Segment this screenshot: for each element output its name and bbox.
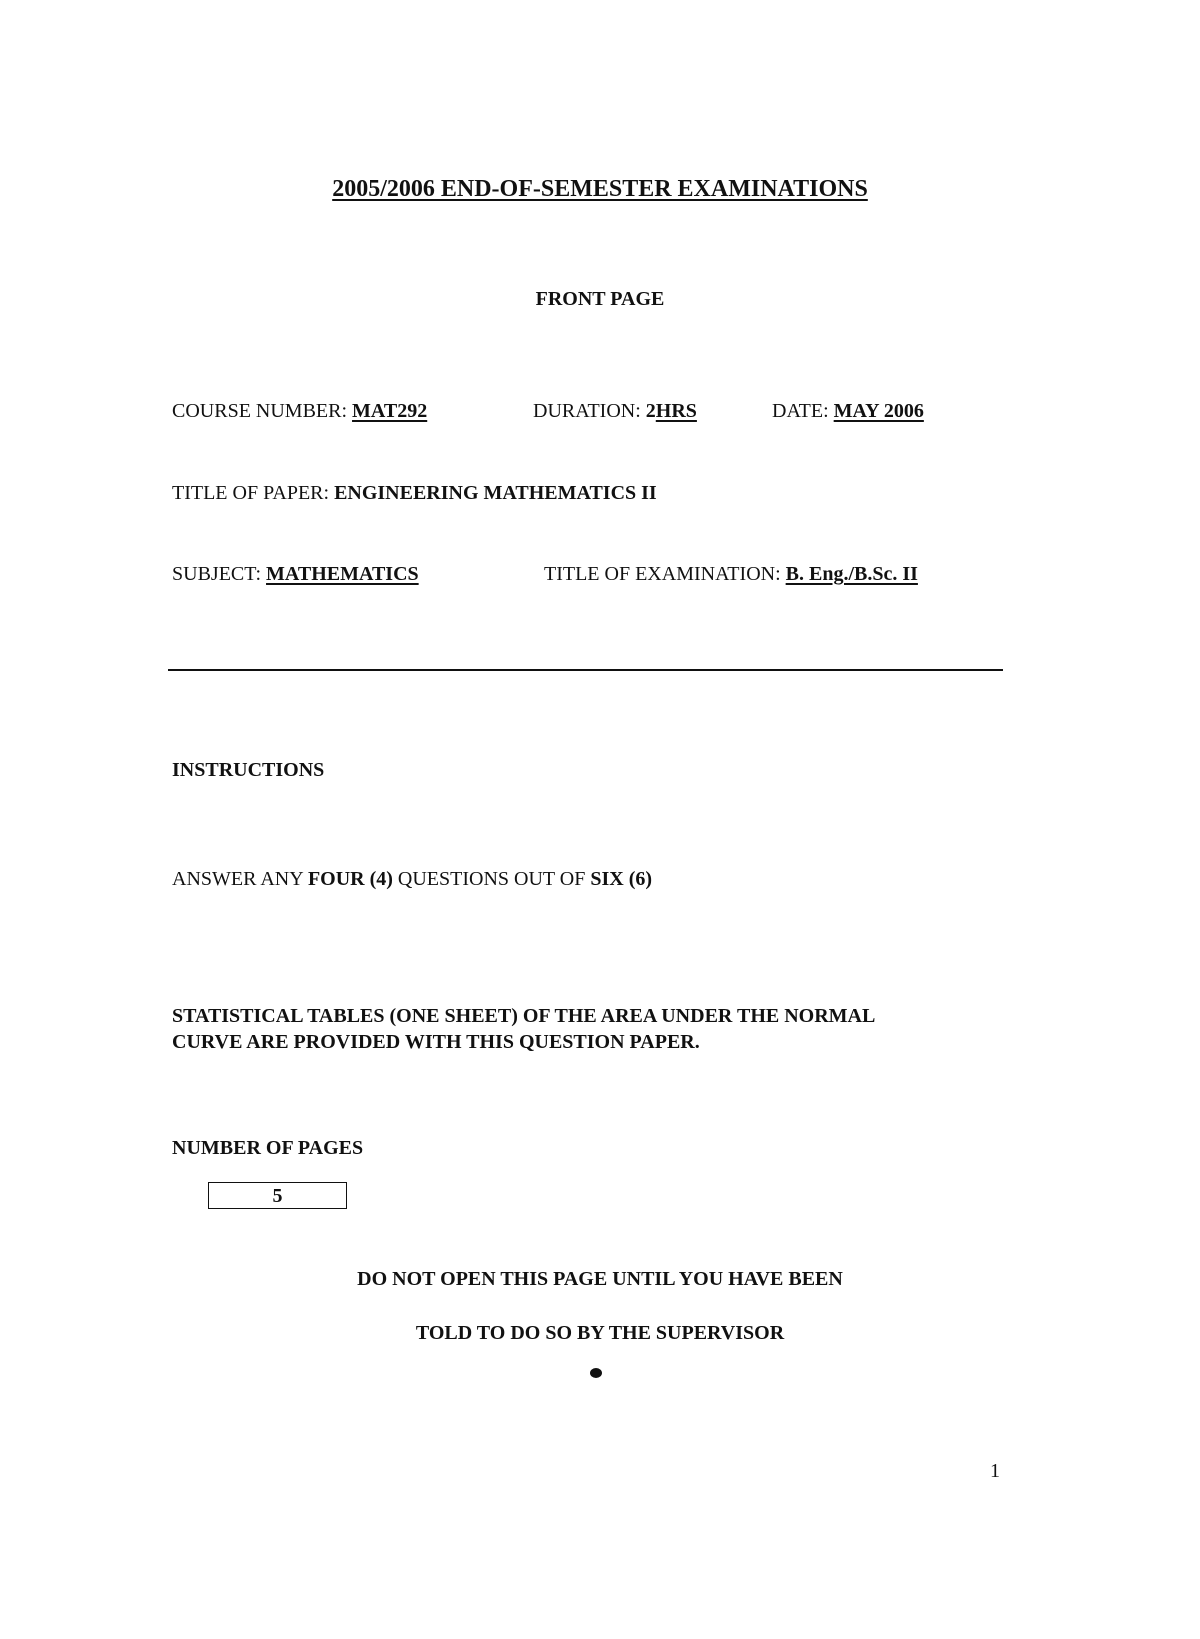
subject-field — [172, 563, 419, 586]
answer-total: SIX (6) — [590, 868, 653, 890]
number-of-pages-label: NUMBER OF PAGES — [172, 1137, 364, 1159]
duration-field — [533, 400, 697, 423]
title-of-paper-value: ENGINEERING MATHEMATICS II — [334, 482, 657, 504]
title-of-exam-field — [544, 563, 918, 586]
subject-value: MATHEMATICS — [266, 563, 419, 585]
course-number-field — [172, 400, 427, 423]
warning-line-2: TOLD TO DO SO BY THE SUPERVISOR — [415, 1322, 785, 1344]
duration-prefix: 2 — [645, 400, 656, 422]
section-divider — [168, 669, 1003, 671]
tables-note-line-2: CURVE ARE PROVIDED WITH THIS QUESTION PAPER. — [172, 1031, 700, 1053]
tables-note-line-1: STATISTICAL TABLES (ONE SHEET) OF THE AREA UNDER THE NORMAL — [172, 1005, 876, 1027]
course-number-label: COURSE NUMBER: — [172, 400, 348, 422]
duration-value: HRS — [655, 400, 697, 422]
title-of-paper-label: TITLE OF PAPER: — [172, 482, 330, 504]
answer-count: FOUR (4) — [307, 868, 393, 890]
answer-middle: QUESTIONS OUT OF — [392, 868, 591, 890]
bullet-mark — [590, 1368, 602, 1378]
answer-instruction — [172, 868, 652, 891]
answer-prefix: ANSWER ANY — [172, 868, 308, 890]
title-of-exam-value: B. Eng./B.Sc. II — [785, 563, 918, 585]
date-field — [772, 400, 924, 423]
subject-label: SUBJECT: — [172, 563, 262, 585]
number-of-pages-box: 5 — [208, 1182, 347, 1209]
warning-line-1: DO NOT OPEN THIS PAGE UNTIL YOU HAVE BEEN — [357, 1268, 843, 1290]
course-number-value: MAT292 — [352, 400, 428, 422]
instructions-heading: INSTRUCTIONS — [172, 759, 325, 781]
title-of-exam-label: TITLE OF EXAMINATION: — [544, 563, 781, 585]
date-value: MAY 2006 — [833, 400, 924, 422]
title-of-paper-field — [172, 482, 657, 505]
exam-title: 2005/2006 END-OF-SEMESTER EXAMINATIONS — [332, 176, 868, 202]
duration-label: DURATION: — [533, 400, 641, 422]
page-number: 1 — [990, 1460, 1000, 1482]
front-page-heading: FRONT PAGE — [535, 288, 665, 310]
date-label: DATE: — [772, 400, 829, 422]
